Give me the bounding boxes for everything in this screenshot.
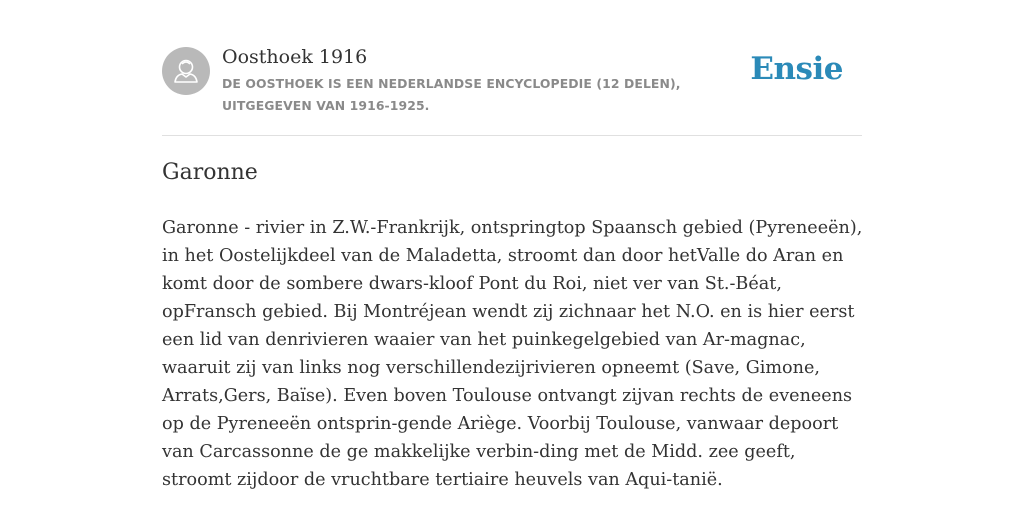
source-name[interactable]: Oosthoek 1916 — [222, 46, 368, 68]
user-silhouette-icon — [162, 47, 210, 95]
article-title: Garonne — [162, 160, 258, 185]
ensie-logo[interactable]: Ensie — [750, 51, 843, 87]
source-avatar[interactable] — [162, 47, 210, 95]
source-header — [162, 46, 862, 116]
article-body: Garonne - rivier in Z.W.-Frankrijk, ontspringtop Spaansch gebied (Pyreneeën), in het Oostelijkdeel van de Maladetta, stroomt dan door hetValle do Aran en komt door de sombere dwars-kloof Pont du Roi, niet ver van St.-Béat, opFransch gebied. Bij Montréjean wendt zij zichnaar het N.O. en is hier eerst een lid van denrivieren waaier van het puinkegelgebied van Ar-magnac, waaruit zij van links nog verschillendezijrivieren opneemt (Save, Gimone, Arrats,Gers, Baïse). Even boven Toulouse ontvangt zijvan rechts de eveneens op de Pyreneeën ontsprin-gende Ariège. Voorbij Toulouse, vanwaar depoort van Carcassonne de ge makkelijke verbin-ding met de Midd. zee geeft, stroomt zijdoor de vruchtbare tertiaire heuvels van Aqui-tanië. — [162, 218, 863, 490]
header-divider — [162, 135, 862, 136]
source-description: DE OOSTHOEK IS EEN NEDERLANDSE ENCYCLOPEDIE (12 DELEN), UITGEGEVEN VAN 1916-1925. — [222, 76, 681, 113]
